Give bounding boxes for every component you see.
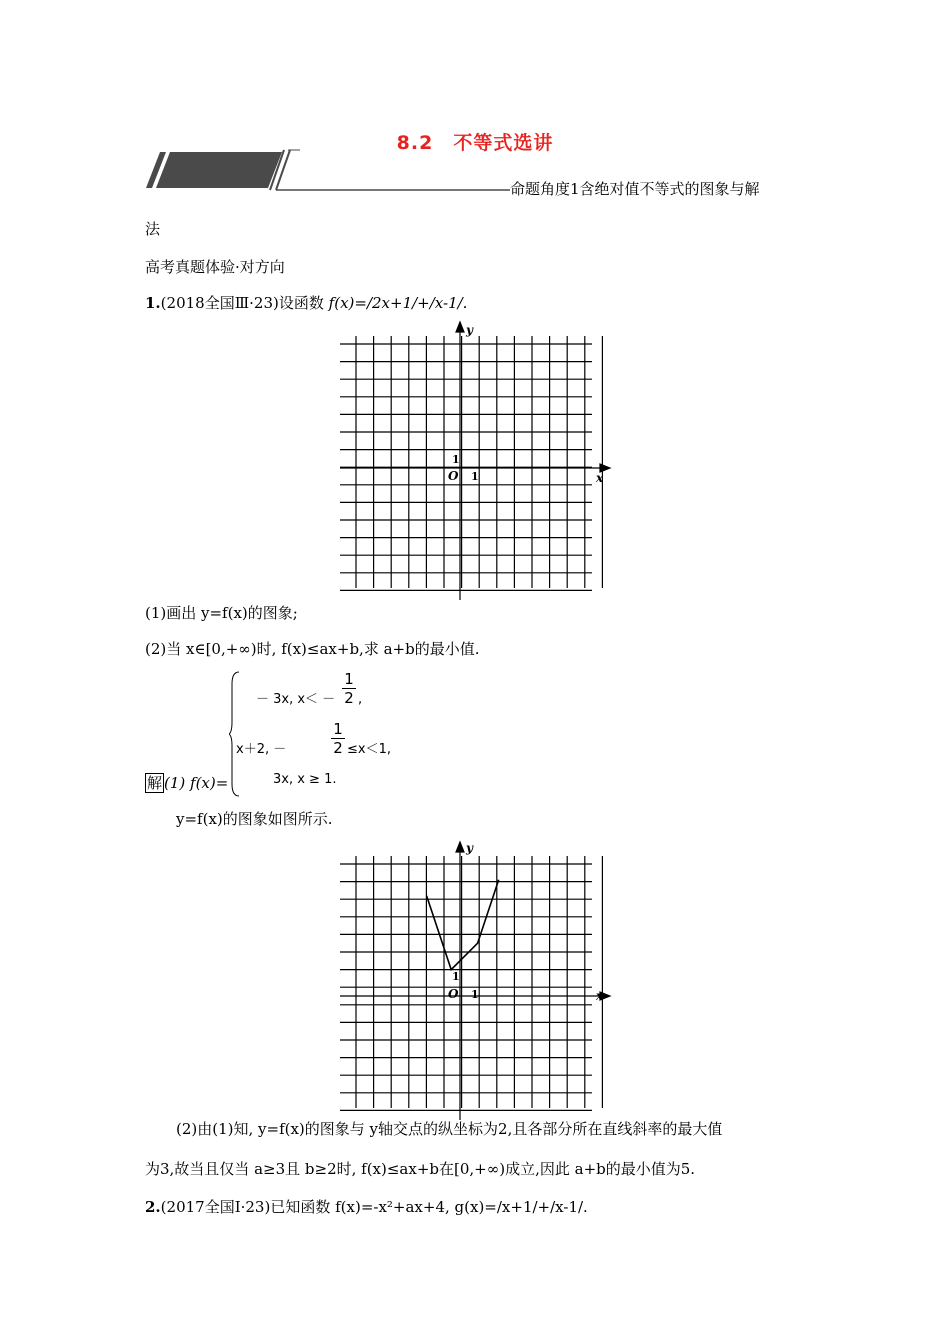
blank-coordinate-grid [340,318,612,600]
problem1-func: f(x)=/2x+1/+/x-1/. [328,294,468,312]
solution-tag: 解 [147,774,163,792]
f-curve [427,880,499,970]
piece-2-tail: ≤x＜1, [347,742,391,757]
unit-y-label-2: 1 [452,970,460,983]
problem2-number: 2. [145,1198,161,1216]
section-banner [140,148,520,194]
unit-y-label: 1 [452,453,460,466]
problem2-stem [145,1196,588,1217]
problem2-text: (2017全国Ⅰ·23)已知函数 f(x)=-x²+ax+4, g(x)=/x+1/+/x-1/. [160,1198,588,1216]
part2-solution-line2: 为3,故当且仅当 a≥3且 b≥2时, f(x)≤ax+b在[0,+∞)成立,因此 a+b的最小值为5. [145,1160,696,1178]
x-axis-label-2: x [596,989,604,1003]
section-heading-cont: 法 [145,220,161,238]
function-graph [340,838,612,1120]
problem1-source: (2018全国Ⅲ·23) [160,294,279,312]
piece-2-expr: x＋2, － [236,742,287,757]
unit-x-label: 1 [471,470,479,483]
solution-lead-text: (1) f(x)= [164,774,229,792]
origin-label-2: O [448,987,459,1001]
problem1-stem [145,292,467,313]
graph-caption: y=f(x)的图象如图所示. [176,810,333,828]
piece-1 [256,688,335,707]
sub-header: 高考真题体验·对方向 [145,258,285,276]
y-axis-label-2: y [466,841,473,855]
y-axis-label: y [466,323,473,337]
piece-2-den: 2 [333,739,343,757]
piece-3-expr: 3x, x ≥ 1. [273,772,337,787]
piece-1-expr: － 3x, x＜ － [256,692,336,707]
piecewise-brace [229,670,241,798]
origin-label: O [448,469,459,483]
piece-2-fraction [331,720,345,757]
solution-lead [145,772,228,793]
piece-1-num: 1 [344,670,354,688]
piece-1-den: 2 [344,689,354,707]
page-title: 8.2 不等式选讲 [396,132,554,154]
piece-1-fraction [342,670,356,707]
problem1-number: 1. [145,294,161,312]
section-heading: 命题角度1含绝对值不等式的图象与解 [510,180,760,198]
problem1-part1: (1)画出 y=f(x)的图象; [145,604,298,622]
problem1-stem-text: 设函数 [278,294,324,312]
x-axis-label: x [596,471,604,485]
piece-2-num: 1 [333,720,343,738]
part2-solution-line1: (2)由(1)知, y=f(x)的图象与 y轴交点的纵坐标为2,且各部分所在直线斜率的最大值 [176,1120,723,1138]
problem1-part2: (2)当 x∈[0,+∞)时, f(x)≤ax+b,求 a+b的最小值. [145,640,480,658]
unit-x-label-2: 1 [471,988,479,1001]
piece-1-tail: , [358,692,363,707]
